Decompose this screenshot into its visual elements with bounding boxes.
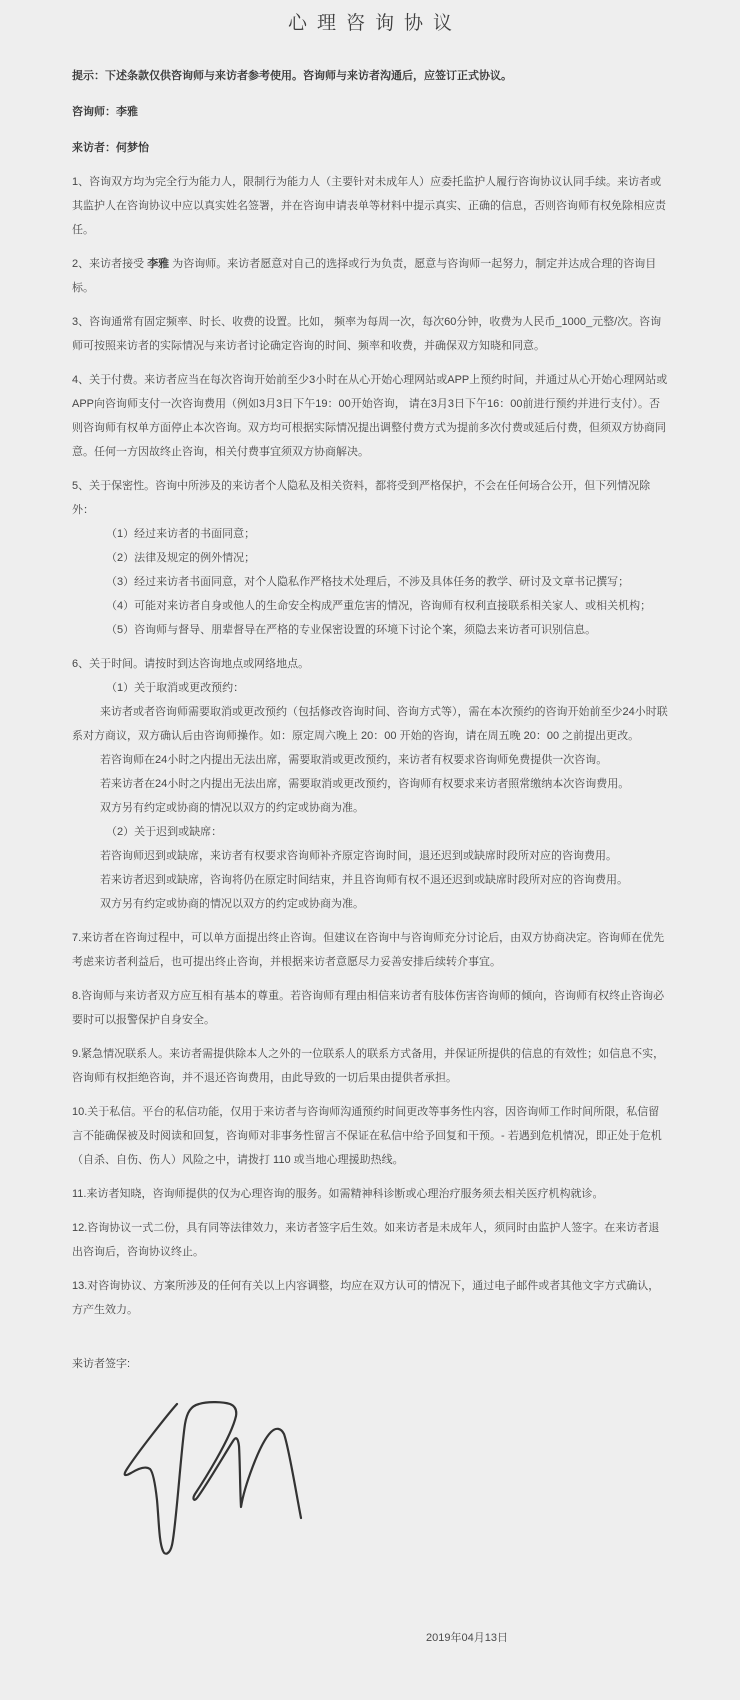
confidentiality-exception-5: （5）咨询师与督导、朋辈督导在严格的专业保密设置的环境下讨论个案，须隐去来访者可识别信息。 (106, 624, 597, 636)
clause-7 (72, 926, 668, 974)
clause-text (72, 252, 668, 300)
clause-text: 3、咨询通常有固定频率、时长、收费的设置。比如， 频率为每周一次，每次60分钟，收费为人民币_1000_元整/次。咨询师可按照来访者的实际情况与来访者讨论确定咨询的时间、频率和收费，并确保双方知晓和同意。 (72, 316, 662, 352)
clause-5 (72, 474, 668, 642)
clause-text: 9.紧急情况联系人。来访者需提供除本人之外的一位联系人的联系方式备用，并保证所提供的信息的有效性；如信息不实，咨询师有权拒绝咨询，并不退还咨询费用，由此导致的一切后果由提供者承担。 (72, 1048, 665, 1084)
clause-9 (72, 1042, 668, 1090)
clause-text: 12.咨询协议一式二份，具有同等法律效力，来访者签字后生效。如来访者是未成年人，须同时由监护人签字。在来访者退出咨询后，咨询协议终止。 (72, 1222, 660, 1258)
lateness-para-2: 若来访者迟到或缺席，咨询将仍在原定时间结束，并且咨询师有权不退还迟到或缺席时段所对应的咨询费用。 (100, 874, 628, 886)
clause-text: 4、关于付费。来访者应当在每次咨询开始前至少3小时在从心开始心理网站或APP上预约时间，并通过从心开始心理网站或APP向咨询师支付一次咨询费用（例如3月3日下午19：00开始咨询， 请在3月3日下午16：00前进行预约并进行支付）。否则咨询师有权单方面停止本次咨询。双方均可根据实际情况提出调整付费方式为提前多次付费或延后付费，但须双方协商同意。任何一方因故终止咨询，相关付费事宜须双方协商解决。 (72, 374, 668, 458)
clause-text: 8.咨询师与来访者双方应互相有基本的尊重。若咨询师有理由相信来访者有肢体伤害咨询师的倾向，咨询师有权终止咨询必要时可以报警保护自身安全。 (72, 990, 665, 1026)
page-title: 心理咨询协议 (287, 13, 462, 34)
confidentiality-exception-4: （4）可能对来访者自身或他人的生命安全构成严重危害的情况，咨询师有权利直接联系相关家人、或相关机构； (106, 600, 652, 612)
visitor-signature (100, 1390, 320, 1570)
confidentiality-exception-3: （3）经过来访者书面同意，对个人隐私作严格技术处理后，不涉及具体任务的教学、研讨及文章书记撰写； (106, 576, 630, 588)
cancellation-para-3: 若来访者在24小时之内提出无法出席，需要取消或更改预约，咨询师有权要求来访者照常缴纳本次咨询费用。 (100, 778, 630, 790)
confidentiality-exception-2: （2）法律及规定的例外情况； (106, 552, 256, 564)
lateness-heading: （2）关于迟到或缺席： (106, 826, 223, 838)
notice-line: 提示：下述条款仅供咨询师与来访者参考使用。咨询师与来访者沟通后，应签订正式协议。 (72, 70, 512, 82)
cancellation-heading: （1）关于取消或更改预约： (106, 682, 245, 694)
clause-3 (72, 310, 668, 358)
clause-text-part: 2、来访者接受 (72, 258, 148, 270)
clause-text: 6、关于时间。请按时到达咨询地点或网络地点。 (72, 658, 310, 670)
clause-13 (72, 1274, 668, 1322)
counselor-line: 咨询师：李雅 (72, 106, 138, 118)
clause-1 (72, 170, 668, 242)
clause-text: 10.关于私信。平台的私信功能，仅用于来访者与咨询师沟通预约时间更改等事务性内容，因咨询师工作时间所限，私信留言不能确保被及时阅读和回复，咨询师对非事务性留言不保证在私信中给予回复和干预。- 若遇到危机情况，即正处于危机（自杀、自伤、伤人）风险之中，请拨打 110 或当地心理援助热线。 (72, 1106, 662, 1166)
counselor-name: 李雅 (147, 258, 170, 270)
clause-text: 7.来访者在咨询过程中，可以单方面提出终止咨询。但建议在咨询中与咨询师充分讨论后，由双方协商决定。咨询师在优先考虑来访者利益后，也可提出终止咨询，并根据来访者意愿尽力妥善安排后续转介事宜。 (72, 932, 665, 968)
clause-text: 5、关于保密性。咨询中所涉及的来访者个人隐私及相关资料，都将受到严格保护，不会在任何场合公开，但下列情况除外： (72, 480, 651, 516)
clause-text: 13.对咨询协议、方案所涉及的任何有关以上内容调整，均应在双方认可的情况下，通过电子邮件或者其他文字方式确认，方产生效力。 (72, 1280, 660, 1316)
cancellation-para-1: 来访者或者咨询师需要取消或更改预约（包括修改咨询时间、咨询方式等），需在本次预约的咨询开始前至少24小时联系对方商议，双方确认后由咨询师操作。如：原定周六晚上 20：00 开始的咨询，请在周五晚 20：00 之前提出更改。 (72, 706, 668, 742)
clause-text: 1、咨询双方均为完全行为能力人，限制行为能力人（主要针对未成年人）应委托监护人履行咨询协议认同手续。来访者或其监护人在咨询协议中应以真实姓名签署，并在咨询申请表单等材料中提示真实、正确的信息，否则咨询师有权免除相应责任。 (72, 176, 666, 236)
visitor-line: 来访者：何梦怡 (72, 142, 149, 154)
clause-6 (72, 652, 668, 916)
lateness-para-3: 双方另有约定或协商的情况以双方的约定或协商为准。 (100, 898, 364, 910)
clause-text-part: 为咨询师。来访者愿意对自己的选择或行为负责，愿意与咨询师一起努力，制定并达成合理的咨询目标。 (72, 258, 657, 294)
confidentiality-exception-1: （1）经过来访者的书面同意； (106, 528, 256, 540)
clause-text: 11.来访者知晓，咨询师提供的仅为心理咨询的服务。如需精神科诊断或心理治疗服务须去相关医疗机构就诊。 (72, 1188, 604, 1200)
cancellation-para-4: 双方另有约定或协商的情况以双方的约定或协商为准。 (100, 802, 364, 814)
lateness-para-1: 若咨询师迟到或缺席，来访者有权要求咨询师补齐原定咨询时间，退还迟到或缺席时段所对应的咨询费用。 (100, 850, 617, 862)
clause-11 (72, 1182, 668, 1206)
clause-8 (72, 984, 668, 1032)
clause-10 (72, 1100, 668, 1172)
signature-date: 2019年04月13日 (426, 1632, 508, 1644)
cancellation-para-2: 若咨询师在24小时之内提出无法出席，需要取消或更改预约，来访者有权要求咨询师免费提供一次咨询。 (100, 754, 608, 766)
signature-drawing (100, 1390, 320, 1570)
clause-4 (72, 368, 668, 464)
visitor-signature-label: 来访者签字: (72, 1358, 131, 1370)
clause-12 (72, 1216, 668, 1264)
clause-2 (72, 252, 668, 300)
